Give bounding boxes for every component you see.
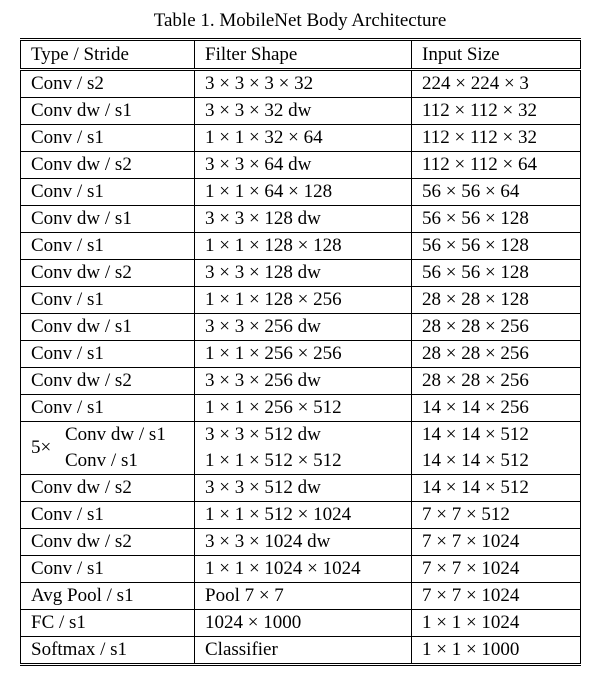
cell-input-size: 7 × 7 × 1024 bbox=[412, 556, 581, 583]
table-row bbox=[21, 341, 581, 368]
cell-type-stride: Conv / s1 bbox=[21, 287, 195, 314]
cell-filter-shape: 3 × 3 × 32 dw bbox=[195, 98, 412, 125]
table-body bbox=[21, 70, 581, 665]
cell-type-stride: Conv / s1 bbox=[21, 233, 195, 260]
cell-input-size: 112 × 112 × 32 bbox=[412, 125, 581, 152]
column-header-type-stride: Type / Stride bbox=[21, 40, 195, 70]
repeat-multiplier: 5× bbox=[31, 437, 52, 458]
cell-input-size: 224 × 224 × 3 bbox=[412, 70, 581, 98]
cell-input-size: 112 × 112 × 64 bbox=[412, 152, 581, 179]
table-row-repeat-block bbox=[21, 422, 581, 475]
table-row bbox=[21, 179, 581, 206]
cell-filter-shape: 3 × 3 × 256 dw bbox=[195, 368, 412, 395]
table-row bbox=[21, 556, 581, 583]
table-row bbox=[21, 610, 581, 637]
cell-filter-shape: 1 × 1 × 32 × 64 bbox=[195, 125, 412, 152]
cell-input-size: 56 × 56 × 64 bbox=[412, 179, 581, 206]
cell-type-stride: Avg Pool / s1 bbox=[21, 583, 195, 610]
cell-filter-shape: 1 × 1 × 1024 × 1024 bbox=[195, 556, 412, 583]
table-row bbox=[21, 502, 581, 529]
cell-input-size: 56 × 56 × 128 bbox=[412, 260, 581, 287]
table-row bbox=[21, 529, 581, 556]
cell-type-stride: Conv / s2 bbox=[21, 70, 195, 98]
cell-filter-shape: 3 × 3 × 64 dw bbox=[195, 152, 412, 179]
cell-type-stride: Conv / s1 bbox=[21, 395, 195, 422]
cell-input-size: 1 × 1 × 1000 bbox=[412, 637, 581, 665]
cell-type-stride: Conv dw / s1 bbox=[21, 206, 195, 233]
cell-type-stride: Conv / s1 bbox=[21, 125, 195, 152]
cell-filter-shape: 3 × 3 × 128 dw bbox=[195, 206, 412, 233]
cell-input-size: 56 × 56 × 128 bbox=[412, 206, 581, 233]
cell-filter-shape-group bbox=[195, 422, 412, 475]
table-row bbox=[21, 475, 581, 502]
cell-type-stride: FC / s1 bbox=[21, 610, 195, 637]
cell-filter-shape: 3 × 3 × 3 × 32 bbox=[195, 70, 412, 98]
table-row bbox=[21, 583, 581, 610]
cell-filter-shape: 1 × 1 × 512 × 512 bbox=[205, 450, 342, 471]
table-row bbox=[21, 70, 581, 98]
cell-filter-shape: 3 × 3 × 256 dw bbox=[195, 314, 412, 341]
architecture-table bbox=[20, 38, 581, 666]
table-row bbox=[21, 98, 581, 125]
cell-filter-shape: 3 × 3 × 512 dw bbox=[195, 475, 412, 502]
cell-filter-shape: 1 × 1 × 256 × 512 bbox=[195, 395, 412, 422]
cell-filter-shape: 1 × 1 × 128 × 128 bbox=[195, 233, 412, 260]
cell-input-size-group bbox=[412, 422, 581, 475]
cell-type-stride: Conv dw / s1 bbox=[21, 314, 195, 341]
table-header-row bbox=[21, 40, 581, 70]
cell-type-stride: Conv / s1 bbox=[21, 179, 195, 206]
cell-filter-shape: 1 × 1 × 128 × 256 bbox=[195, 287, 412, 314]
table-row bbox=[21, 314, 581, 341]
column-header-input-size: Input Size bbox=[412, 40, 581, 70]
cell-type-stride: Conv dw / s1 bbox=[21, 98, 195, 125]
cell-type-stride: Conv dw / s2 bbox=[21, 260, 195, 287]
cell-input-size: 28 × 28 × 256 bbox=[412, 368, 581, 395]
cell-input-size: 14 × 14 × 512 bbox=[422, 424, 529, 445]
table-row bbox=[21, 287, 581, 314]
cell-type-stride-group bbox=[21, 422, 195, 475]
table-row bbox=[21, 637, 581, 665]
cell-input-size: 28 × 28 × 256 bbox=[412, 314, 581, 341]
cell-input-size: 28 × 28 × 256 bbox=[412, 341, 581, 368]
cell-input-size: 14 × 14 × 512 bbox=[412, 475, 581, 502]
cell-type-stride: Conv dw / s1 bbox=[65, 424, 166, 445]
cell-input-size: 28 × 28 × 128 bbox=[412, 287, 581, 314]
cell-input-size: 14 × 14 × 256 bbox=[412, 395, 581, 422]
cell-filter-shape: 3 × 3 × 1024 dw bbox=[195, 529, 412, 556]
cell-type-stride: Conv dw / s2 bbox=[21, 152, 195, 179]
cell-input-size: 7 × 7 × 1024 bbox=[412, 583, 581, 610]
table-caption: Table 1. MobileNet Body Architecture bbox=[153, 10, 447, 31]
cell-filter-shape: Classifier bbox=[195, 637, 412, 665]
cell-type-stride: Conv / s1 bbox=[21, 502, 195, 529]
table-row bbox=[21, 206, 581, 233]
table-row bbox=[21, 368, 581, 395]
cell-type-stride: Conv dw / s2 bbox=[21, 475, 195, 502]
table-row bbox=[21, 233, 581, 260]
table-row bbox=[21, 152, 581, 179]
cell-input-size: 112 × 112 × 32 bbox=[412, 98, 581, 125]
cell-input-size: 56 × 56 × 128 bbox=[412, 233, 581, 260]
cell-filter-shape: 3 × 3 × 128 dw bbox=[195, 260, 412, 287]
cell-filter-shape: 3 × 3 × 512 dw bbox=[205, 424, 321, 445]
cell-type-stride: Conv / s1 bbox=[65, 450, 138, 471]
cell-filter-shape: 1 × 1 × 64 × 128 bbox=[195, 179, 412, 206]
cell-input-size: 7 × 7 × 512 bbox=[412, 502, 581, 529]
cell-input-size: 1 × 1 × 1024 bbox=[412, 610, 581, 637]
cell-filter-shape: 1 × 1 × 256 × 256 bbox=[195, 341, 412, 368]
cell-type-stride: Conv dw / s2 bbox=[21, 368, 195, 395]
cell-type-stride: Conv dw / s2 bbox=[21, 529, 195, 556]
cell-filter-shape: Pool 7 × 7 bbox=[195, 583, 412, 610]
cell-type-stride: Softmax / s1 bbox=[21, 637, 195, 665]
cell-input-size: 14 × 14 × 512 bbox=[422, 450, 529, 471]
column-header-filter-shape: Filter Shape bbox=[195, 40, 412, 70]
cell-type-stride: Conv / s1 bbox=[21, 556, 195, 583]
cell-filter-shape: 1024 × 1000 bbox=[195, 610, 412, 637]
table-row bbox=[21, 125, 581, 152]
table-row bbox=[21, 395, 581, 422]
cell-type-stride: Conv / s1 bbox=[21, 341, 195, 368]
cell-input-size: 7 × 7 × 1024 bbox=[412, 529, 581, 556]
cell-filter-shape: 1 × 1 × 512 × 1024 bbox=[195, 502, 412, 529]
table-row bbox=[21, 260, 581, 287]
